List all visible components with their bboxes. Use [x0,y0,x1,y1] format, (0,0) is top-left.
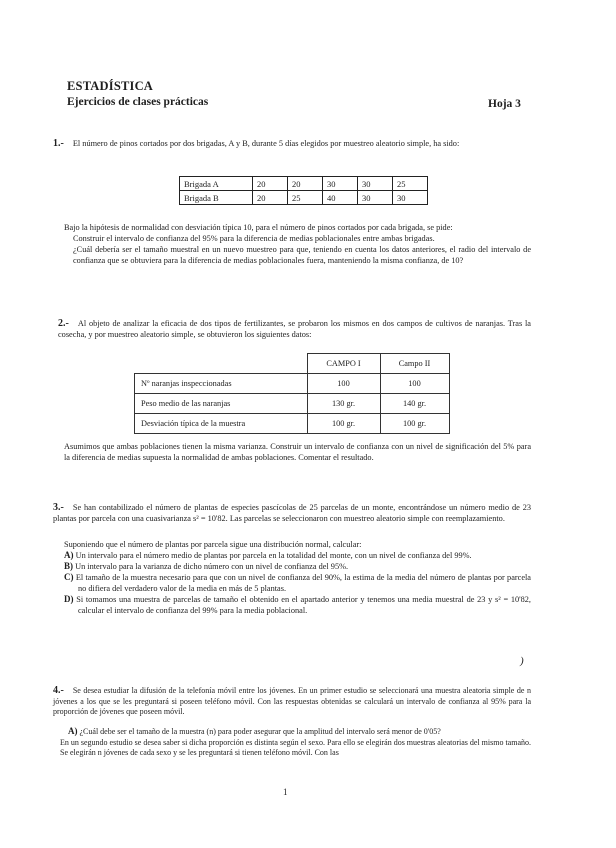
exercise-3-lead: Suponiendo que el número de plantas por parcela sigue una distribución normal, calcular: [64,540,362,549]
table-cell: 100 [307,374,380,394]
page-subtitle: Ejercicios de clases prácticas [67,96,209,108]
table-cell: 100 gr. [380,414,449,434]
table-row [135,394,450,414]
page-number: 1 [283,787,288,797]
brigadas-table [179,176,428,205]
list-item: D) Si tomamos una muestra de parcelas de tamaño el obtenido en el apartado anterior y tenemos una media muestral de 23 y s² = 10'82, calcular el intervalo de confianza del 99% para la media poblacional. [64,594,532,615]
exercise-3-number: 3.- [53,502,64,513]
exercise-2-number: 2.- [58,318,69,329]
page-title: ESTADÍSTICA [67,79,154,93]
exercise-1-q2: ¿Cuál debería ser el tamaño muestral en un nuevo muestreo para que, teniendo en cuenta los datos anteriores, el radio del intervalo de confianza que se obtuviera para la diferencia de medias poblacionales fuera, manteniendo la misma confianza, de 10? [73,245,531,265]
table-cell: Desviación típica de la muestra [135,414,308,434]
table-row [135,354,450,374]
list-item: C) El tamaño de la muestra necesario para que con un nivel de confianza del 90%, la estima de la media del número de plantas por parcela no difiera del verdadero valor de la media en más de 5 plantas. [64,572,531,593]
table-cell: 100 gr. [307,414,380,434]
exercise-4-intro: 4.- Se desea estudiar la difusión de la telefonía móvil entre los jóvenes. En un primer estudio se seleccionará una muestra aleatoria simple de n jóvenes a los que se les preguntará si poseen teléfono móvil. Con las respuestas obtenidas se calculará un intervalo de confianza al 95% para la proporción de jóvenes que poseen móvil. [53,685,531,716]
item-label: C) [64,572,74,582]
table-row [180,191,428,205]
exercise-3-items [64,539,531,616]
table-cell: 20 [253,191,288,205]
sheet-label: Hoja 3 [488,98,521,110]
table-cell: 25 [288,191,323,205]
table-cell: 140 gr. [380,394,449,414]
table-row [180,177,428,191]
table-cell: 30 [358,177,393,191]
exercise-4-body [60,726,531,759]
table-cell: 30 [358,191,393,205]
item-label: D) [64,594,74,604]
table-row [135,414,450,434]
exercise-4-item-a: A) ¿Cuál debe ser el tamaño de la muestra (n) para poder asegurar que la amplitud del intervalo será menor de 0'05? [68,726,441,736]
table-header: Campo II [380,354,449,374]
exercise-4-number: 4.- [53,685,64,696]
margin-mark: ) [520,655,524,667]
exercise-1-lead: Bajo la hipótesis de normalidad con desviación típica 10, para el número de pinos cortados por cada brigada, se pide: [64,223,453,232]
table-cell: Peso medio de las naranjas [135,394,308,414]
list-item: A) Un intervalo para el número medio de plantas por parcela en la totalidad del monte, con un nivel de confianza del 99%. [64,550,472,560]
exercise-1-q1: Construir el intervalo de confianza del 95% para la diferencia de medias poblacionales entre ambas brigadas. [73,234,435,243]
item-label: B) [64,561,73,571]
exercise-2-intro: 2.- Al objeto de analizar la eficacia de dos tipos de fertilizantes, se probaron los mismos en dos campos de cultivos de naranjas. Tras la cosecha, y por muestreo aleatorio simple, se obtuvieron los siguientes datos: [58,318,531,339]
table-header: CAMPO I [307,354,380,374]
campos-table [134,353,450,434]
table-cell: Nº naranjas inspeccionadas [135,374,308,394]
table-cell: 30 [323,177,358,191]
table-cell: 30 [393,191,428,205]
exercise-2-text: Asumimos que ambas poblaciones tienen la misma varianza. Construir un intervalo de confianza con un nivel de significación del 5% para la diferencia de medias supuesta la normalidad de ambas poblaciones. Comentar el resultado. [64,442,531,462]
item-label: A) [64,550,74,560]
exercise-4-tail: En un segundo estudio se desea saber si dicha proporción es distinta según el sexo. Para ello se elegirán dos muestras aleatorias del mismo tamaño. Se elegirán n jóvenes de cada sexo y se les preguntará si tienen teléfono móvil. Con las [60,737,531,757]
exercise-1-questions [64,222,531,266]
table-cell: Brigada A [180,177,253,191]
table-cell: Brigada B [180,191,253,205]
table-cell: 20 [288,177,323,191]
table-row [135,374,450,394]
table-cell [135,354,308,374]
item-label: A) [68,726,78,736]
table-cell: 100 [380,374,449,394]
exercise-1-number: 1.- [53,138,64,149]
table-cell: 40 [323,191,358,205]
table-cell: 25 [393,177,428,191]
exercise-3-intro: 3.- Se han contabilizado el número de plantas de especies pascícolas de 25 parcelas de un monte, encontrándose un número medio de 23 plantas por parcela con una cuasivarianza s² = 10'82. Las parcelas se seleccionaron con muestreo aleatorio simple con reemplazamiento. [53,502,531,523]
exercise-1-intro: 1.- El número de pinos cortados por dos brigadas, A y B, durante 5 días elegidos por muestreo aleatorio simple, ha sido: [53,138,460,149]
list-item: B) Un intervalo para la varianza de dicho número con un nivel de confianza del 95%. [64,561,349,571]
table-cell: 20 [253,177,288,191]
table-cell: 130 gr. [307,394,380,414]
